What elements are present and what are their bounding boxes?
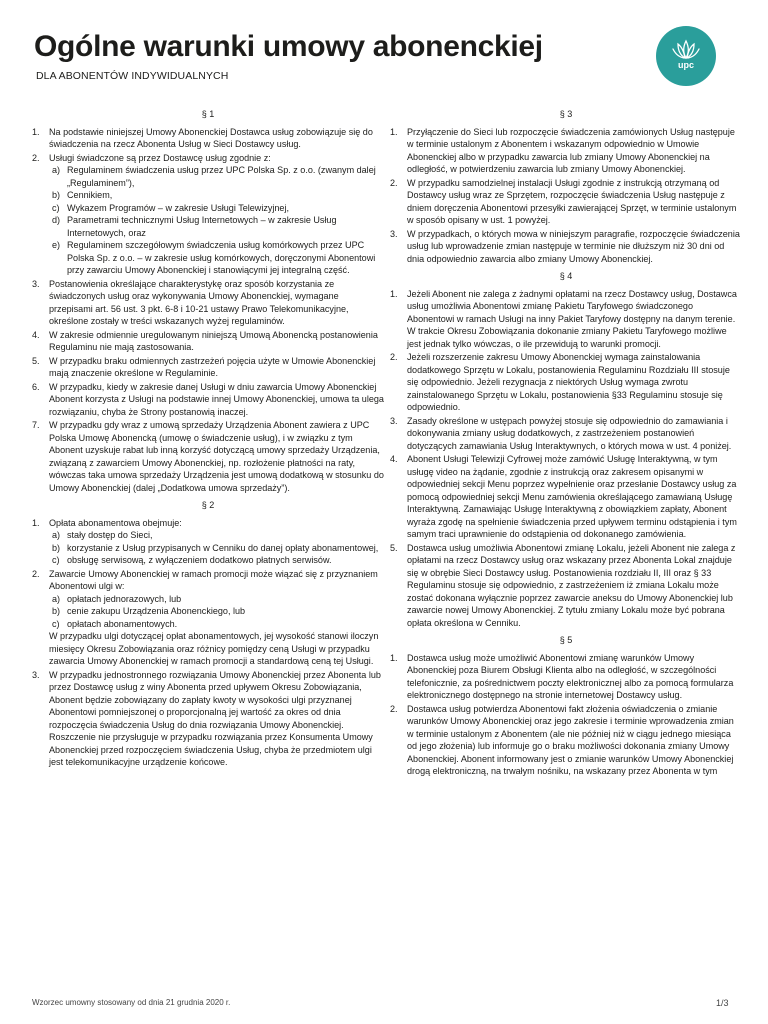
item-text: W przypadku samodzielnej instalacji Usługi zgodnie z instrukcją otrzymaną od Dostawcy usług wraz ze Sprzętem, rozpoczęcie świadczenia Usług następuje z dniem doręczenia Abonentowi przesyłki zawierającej Sprzęt, w terminie ustalonym w sposób opisany w ust. 1 powyżej. <box>407 177 737 225</box>
right-column <box>390 108 742 783</box>
sub-list-item <box>49 164 384 189</box>
sub-item-letter: b) <box>52 542 61 553</box>
sub-list-item <box>49 593 384 606</box>
item-number: 1. <box>390 126 398 137</box>
item-text: W przypadku jednostronnego rozwiązania Umowy Abonenckiej przez Abonenta lub przez Dostawcę usług z winy Abonenta przed upływem Okresu Zobowiązania, Abonent będzie zobowiązany do zapłaty kwoty w wysokości ulgi przyznanej Abonentowi pomniejszonej o proporcjonalną jej wartość za okres od dnia rozpoczęcia świadczenia Usług do dnia rozwiązania Umowy Abonenckiej. Roszczenie nie przysługuje w przypadku rozwiązania przez Konsumenta Umowy Abonenckiej przed rozpoczęciem świadczenia Usług, chyba że przedmiotem ulgi jest telekomunikacyjne urządzenie końcowe. <box>49 669 381 767</box>
item-text: W przypadku braku odmiennych zastrzeżeń pojęcia użyte w Umowie Abonenckiej mają znaczenie określone w Regulaminie. <box>49 355 376 378</box>
sub-item-letter: c) <box>52 555 60 565</box>
section-heading: § 5 <box>559 635 573 645</box>
upc-logo <box>656 26 716 86</box>
section-heading: § 1 <box>201 109 215 119</box>
footer-note: Wzorzec umowny stosowany od dnia 21 grudnia 2020 r. <box>32 998 231 1007</box>
item-number: 4. <box>32 329 40 340</box>
item-number: 1. <box>32 517 40 528</box>
item-number: 3. <box>32 278 40 289</box>
item-text: W przypadku gdy wraz z umową sprzedaży Urządzenia Abonent zawiera z UPC Polska Umowę Abonencką (umowę o świadczenie usług), i w związku z tym Abonent uzyskuje rabat lub inną korzyść dotyczącą umowy sprzedaży Urządzenia, związaną z zawarciem Umowy Abonenckiej, np. rozłożenie płatności na raty, wówczas taka umowa sprzedaży Urządzenia jest umową dodatkową w stosunku do Umowy Abonenckiej (dalej „Dodatkowa umowa sprzedaży”). <box>49 420 384 493</box>
item-number: 6. <box>32 381 40 392</box>
item-number: 5. <box>32 355 40 366</box>
sub-item-text: korzystanie z Usług przypisanych w Cenniku do danej opłaty abonamentowej, <box>67 542 379 553</box>
item-text: W przypadkach, o których mowa w niniejszym paragrafie, rozpoczęcie świadczenia usług lub wprowadzenie zmian następuje w terminie nie dłuższym niż 30 dni od dnia odpowiednio zawarcia albo zmiany Umowy Abonenckiej. <box>407 228 740 264</box>
list-item <box>32 355 384 380</box>
list-item <box>390 415 742 453</box>
list-item <box>32 278 384 328</box>
sub-item-letter: c) <box>52 618 60 629</box>
list-item <box>32 419 384 494</box>
list-item <box>32 126 384 151</box>
item-text: Przyłączenie do Sieci lub rozpoczęcie świadczenia zamówionych Usług następuje w terminie ustalonym z Abonentem i wskazanym odpowiednio w Umowie Abonenckiej albo w przypadku zawarcia lub zmiany Umowy Abonenckiej na odległość, w potwierdzeniu zawarcia lub zmiany Umowy Abonenckiej. <box>407 126 735 174</box>
item-text: W zakresie odmiennie uregulowanym niniejszą Umową Abonencką postanowienia Regulaminu nie mają zastosowania. <box>49 329 378 352</box>
sub-list-item <box>49 214 384 239</box>
sub-item-text: Regulaminem szczegółowym świadczenia usług komórkowych przez UPC Polska Sp. z o.o. – w zakresie usług komórkowych, doręczonymi Abonentowi przy zawarciu Umowy Abonenckiej i stanowiącymi jej integralną część. <box>67 240 376 275</box>
sub-item-text: obsługę serwisową, z wyłączeniem dodatkowo płatnych serwisów. <box>67 555 332 565</box>
sub-list-item <box>49 202 384 215</box>
list-item <box>390 453 742 541</box>
item-number: 2. <box>390 177 398 188</box>
sub-item-letter: a) <box>52 165 61 175</box>
page-title: Ogólne warunki umowy abonenckiej <box>34 30 543 63</box>
list-item <box>32 517 384 567</box>
item-text: W przypadku, kiedy w zakresie danej Usługi w dniu zawarcia Umowy Abonenckiej Abonent korzysta z Usługi na podstawie innej Umowy Abonenckiej, umowa ta ulega rozwiązaniu, chyba że Strony postanowią inaczej. <box>49 381 384 417</box>
sub-list <box>49 593 384 631</box>
sub-item-text: stały dostęp do Sieci, <box>67 530 153 540</box>
list-item <box>32 152 384 277</box>
sub-list <box>49 529 384 567</box>
list-item <box>32 381 384 419</box>
sub-item-letter: b) <box>52 606 61 616</box>
list-item <box>390 228 742 266</box>
list-item <box>390 652 742 702</box>
list-item <box>32 669 384 769</box>
item-continuation-text: W przypadku ulgi dotyczącej opłat abonamentowych, jej wysokość stanowi iloczyn miesięcy Okresu Zobowiązania oraz różnicy pomiędzy ceną Usługi w przypadku zawarcia Umowy Abonenckiej w ramach promocji a standardową ceną tej Usługi. <box>49 631 379 666</box>
sub-list-item <box>49 189 384 202</box>
item-number: 3. <box>390 228 398 239</box>
item-number: 2. <box>390 703 398 714</box>
list-item <box>390 126 742 176</box>
item-text: Postanowienia określające charakterystykę oraz sposób korzystania ze świadczonych usług oraz wykonywania Umowy Abonenckiej, wymagane przepisami art. 56 ust. 3 pkt. 6-8 i 10-21 ustawy Prawo Telekomunikacyjne, określone zostały w treści wskazanych wyżej regulaminów. <box>49 278 349 326</box>
sub-list-item <box>49 554 384 567</box>
item-text: Dostawca usług może umożliwić Abonentowi zmianę warunków Umowy Abonenckiej poza Biurem Obsługi Klienta albo na odległość, w szczególności telefonicznie, za pośrednictwem poczty elektronicznej albo za pomocą formularza elektronicznego dostępnego na stronie internetowej Dostawcy usług. <box>407 652 734 700</box>
section-heading: § 2 <box>201 500 215 510</box>
sub-item-letter: b) <box>52 190 61 200</box>
logo-text: upc <box>677 60 694 70</box>
sub-item-letter: c) <box>52 202 60 213</box>
item-number: 4. <box>390 454 398 464</box>
item-number: 2. <box>32 152 40 163</box>
item-text: Usługi świadczone są przez Dostawcę usług zgodnie z: <box>49 152 271 163</box>
list-item <box>32 568 384 668</box>
item-number: 2. <box>390 352 398 362</box>
section-heading: § 4 <box>559 271 573 281</box>
sub-item-text: Cennikiem, <box>67 190 113 200</box>
sub-item-text: opłatach abonamentowych. <box>67 618 178 629</box>
left-column <box>32 108 384 774</box>
item-text: Zasady określone w ustępach powyżej stosuje się odpowiednio do zamawiania i dokonywania zmiany usług dodatkowych, z zastrzeżeniem postanowień dotyczących zamawiania Usług Interaktywnych, o których mowa w ust. 4 poniżej. <box>407 415 732 451</box>
page-subtitle: DLA ABONENTÓW INDYWIDUALNYCH <box>36 70 229 82</box>
list-item <box>390 177 742 227</box>
list-item <box>390 288 742 351</box>
sub-list-item <box>49 529 384 542</box>
item-text: Abonent Usługi Telewizji Cyfrowej może zamówić Usługę Interaktywną, w tym usługę video na żądanie, zgodnie z instrukcją oraz zakresem opisanymi w odpowiedniej sekcji Menu poprzez wypełnienie oraz przesłanie Dostawcy usług za pomocą odpowiedniej sekcji Menu zamówienia określającego zamawianą Usługę Interaktywną. Zamawiając Usługę Interaktywną z obowiązkiem zapłaty, Abonent wyraża zgodę na spełnienie świadczenia przed upływem terminu odstąpienia i tym samym traci uprawnienie do odstąpienia od dokonanego zamówienia. <box>407 454 737 539</box>
section-list <box>390 652 742 778</box>
sub-list <box>49 164 384 277</box>
item-text: Jeżeli Abonent nie zalega z żadnymi opłatami na rzecz Dostawcy usług, Dostawca usług umożliwia Abonentowi zmianę Pakietu Taryfowego świadczonego Abonentowi w ramach Usługi na inny Pakiet Taryfowy dostępny na danym terenie. W trakcie Okresu Zobowiązania dokonanie zmiany Pakietu Taryfowego możliwe jest jednak tylko wówczas, o ile przewidują to warunki promocji. <box>407 288 737 349</box>
sub-item-text: opłatach jednorazowych, lub <box>67 593 182 604</box>
item-text: Jeżeli rozszerzenie zakresu Umowy Abonenckiej wymaga zainstalowania dodatkowego Sprzętu w Lokalu, postanowienia Regulaminu Rozdziału III stosuje się odpowiednio. Jeżeli rezygnacja z niektórych Usług wymaga zwrotu zainstalowanego Sprzętu w Lokalu, postanowienia §33 Regulaminu stosuje się odpowiednio. <box>407 352 730 412</box>
list-item <box>390 351 742 414</box>
section-list <box>32 517 384 769</box>
item-number: 1. <box>390 652 398 663</box>
item-text: Dostawca usług umożliwia Abonentowi zmianę Lokalu, jeżeli Abonent nie zalega z opłatami na rzecz Dostawcy usług oraz wskazany przez Abonenta Lokal znajduje się w obrębie Sieci Dostawcy usług. Postanowienia rozdziału II, III oraz § 33 Regulaminu stosuje się odpowiednio, z zastrzeżeniem iż zmiana Lokalu może zostać dokonana wyłącznie poprzez zawarcie aneksu do Umowy Abonenckiej lub zawarcie nowej Umowy Abonenckiej. Z tytułu zmiany Lokalu może być pobrana opłata określona w Cenniku. <box>407 542 736 628</box>
section-list <box>390 288 742 630</box>
page-number: 1/3 <box>716 998 729 1008</box>
sub-item-text: Parametrami technicznymi Usług Internetowych – w zakresie Usług Internetowych, oraz <box>67 215 337 238</box>
list-item <box>390 542 742 630</box>
item-number: 7. <box>32 420 40 430</box>
item-number: 3. <box>390 415 398 426</box>
upc-logo-icon <box>656 26 716 86</box>
item-text: Na podstawie niniejszej Umowy Abonenckiej Dostawca usług zobowiązuje się do świadczenia na rzecz Abonenta Usług w Sieci Dostawcy usług. <box>49 126 373 149</box>
sub-item-text: Wykazem Programów – w zakresie Usługi Telewizyjnej, <box>67 202 289 213</box>
sub-item-letter: d) <box>52 215 61 225</box>
sub-item-letter: e) <box>52 240 61 250</box>
sub-list-item <box>49 542 384 555</box>
sub-item-letter: a) <box>52 530 61 540</box>
section-list <box>32 126 384 495</box>
item-number: 1. <box>390 288 398 299</box>
list-item <box>32 329 384 354</box>
list-item <box>390 703 742 778</box>
sub-item-text: cenie zakupu Urządzenia Abonenckiego, lub <box>67 606 246 616</box>
item-text: Dostawca usług potwierdza Abonentowi fakt złożenia oświadczenia o zmianie warunków Umowy Abonenckiej oraz jego zakresie i terminie wprowadzenia zmian w terminie ustalonym z Abonentem (ale nie później niż w ciągu jednego miesiąca od jego złożenia) lub informuje go o braku możliwości dokonania zmiany Umowy Abonenckiej. Abonent informowany jest o zmianie warunków Umowy Abonenckiej drogą elektroniczną, na trwałym nośniku, na wskazany przez Abonenta w tym <box>407 703 734 776</box>
section-heading: § 3 <box>559 109 573 119</box>
item-number: 2. <box>32 568 40 579</box>
sub-item-text: Regulaminem świadczenia usług przez UPC Polska Sp. z o.o. (zwanym dalej „Regulaminem”), <box>67 165 376 188</box>
section-list <box>390 126 742 266</box>
sub-list-item <box>49 239 384 277</box>
item-number: 5. <box>390 542 398 553</box>
item-text: Opłata abonamentowa obejmuje: <box>49 517 182 528</box>
sub-item-letter: a) <box>52 593 61 604</box>
item-number: 3. <box>32 669 40 680</box>
item-text: Zawarcie Umowy Abonenckiej w ramach promocji może wiązać się z przyznaniem Abonentowi ulgi w: <box>49 568 378 591</box>
sub-list-item <box>49 618 384 631</box>
item-number: 1. <box>32 126 40 137</box>
sub-list-item <box>49 605 384 618</box>
